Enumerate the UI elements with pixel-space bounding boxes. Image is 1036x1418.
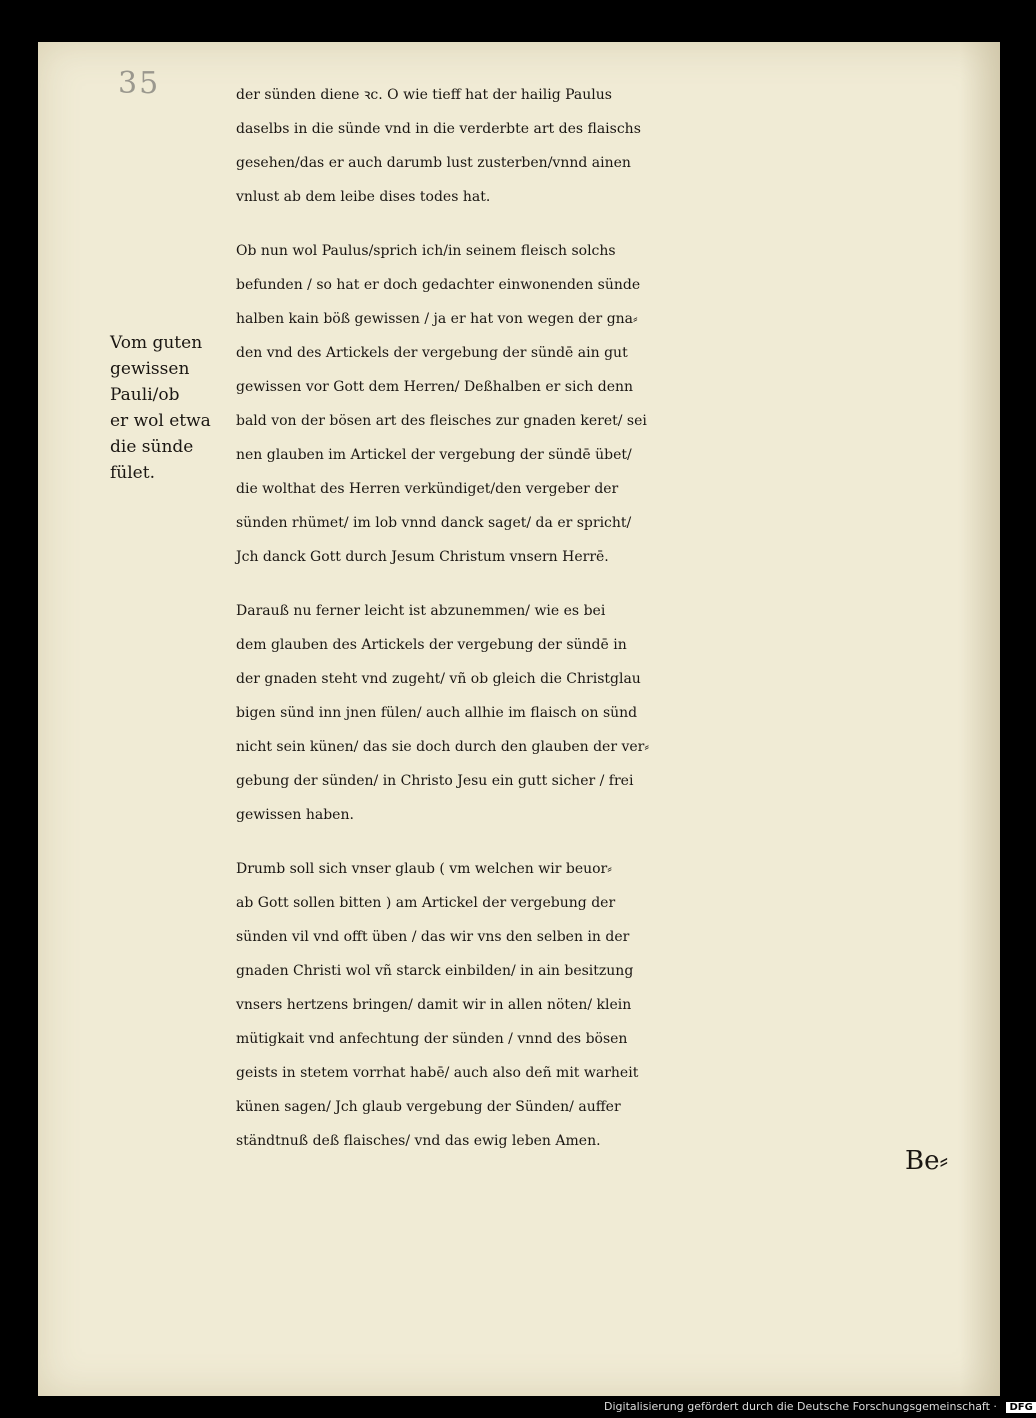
text-line: Darauß nu ferner leicht ist abzunemmen/ wie es bei <box>236 603 606 619</box>
marginal-note-line: Vom guten <box>110 333 203 353</box>
text-line: vnlust ab dem leibe dises todes hat. <box>236 189 491 205</box>
folio-number: 35 <box>118 66 161 101</box>
text-line: sünden rhümet/ im lob vnnd danck saget/ da er spricht/ <box>236 515 632 531</box>
text-line: gebung der sünden/ in Christo Jesu ein gutt sicher / frei <box>236 773 634 789</box>
text-line: Jch danck Gott durch Jesum Christum vnsern Herrē. <box>236 549 609 565</box>
text-line: Drumb soll sich vnser glaub ( vm welchen wir beuor⸗ <box>236 861 612 877</box>
catchword: Be⸗ <box>905 1146 949 1176</box>
marginal-note-line: die sünde <box>110 437 194 457</box>
text-line: gewissen haben. <box>236 807 354 823</box>
text-line: gnaden Christi wol vñ starck einbilden/ in ain besitzung <box>236 963 634 979</box>
text-line: die wolthat des Herren verkündiget/den vergeber der <box>236 481 619 497</box>
page-edge-shadow <box>960 42 1000 1396</box>
text-line: sünden vil vnd offt üben / das wir vns den selben in der <box>236 929 630 945</box>
text-line: Ob nun wol Paulus/sprich ich/in seinem fleisch solchs <box>236 243 616 259</box>
text-line: nen glauben im Artickel der vergebung der sündē übet/ <box>236 447 632 463</box>
text-line: den vnd des Artickels der vergebung der sündē ain gut <box>236 345 628 361</box>
text-line: bald von der bösen art des fleisches zur gnaden keret/ sei <box>236 413 647 429</box>
text-line: halben kain böß gewissen / ja er hat von wegen der gna⸗ <box>236 311 638 327</box>
footer-text: Digitalisierung gefördert durch die Deutsche Forschungsgemeinschaft <box>604 1400 990 1413</box>
text-line: ab Gott sollen bitten ) am Artickel der vergebung der <box>236 895 616 911</box>
text-line: mütigkait vnd anfechtung der sünden / vnnd des bösen <box>236 1031 628 1047</box>
text-line: geists in stetem vorrhat habē/ auch also deñ mit warheit <box>236 1065 639 1081</box>
paragraph-gap <box>236 832 966 852</box>
text-line: künen sagen/ Jch glaub vergebung der Sünden/ auffer <box>236 1099 621 1115</box>
text-line: daselbs in die sünde vnd in die verderbte art des flaischs <box>236 121 641 137</box>
dfg-logo: DFG <box>1006 1402 1035 1413</box>
text-line: befunden / so hat er doch gedachter einwonenden sünde <box>236 277 641 293</box>
main-text-block <box>236 78 966 1158</box>
text-line: vnsers hertzens bringen/ damit wir in allen nöten/ klein <box>236 997 632 1013</box>
text-line: nicht sein künen/ das sie doch durch den glauben der ver⸗ <box>236 739 650 755</box>
marginal-note-line: er wol etwa <box>110 411 211 431</box>
text-line: der sünden diene ꝛc. O wie tieff hat der hailig Paulus <box>236 87 612 103</box>
text-line: gesehen/das er auch darumb lust zusterben/vnnd ainen <box>236 155 631 171</box>
paragraph-gap <box>236 574 966 594</box>
marginal-note-line: fület. <box>110 463 155 483</box>
paragraph-gap <box>236 214 966 234</box>
text-line: bigen sünd inn jnen fülen/ auch allhie im flaisch on sünd <box>236 705 638 721</box>
text-line: gewissen vor Gott dem Herren/ Deßhalben er sich denn <box>236 379 634 395</box>
digitization-footer: Digitalisierung gefördert durch die Deutsche Forschungsgemeinschaft · DFG <box>604 1400 1036 1413</box>
text-line: der gnaden steht vnd zugeht/ vñ ob gleich die Christglau <box>236 671 641 687</box>
text-line: dem glauben des Artickels der vergebung der sündē in <box>236 637 627 653</box>
marginal-note-line: gewissen <box>110 359 190 379</box>
marginal-note-line: Pauli/ob <box>110 385 180 405</box>
text-line: ständtnuß deß flaisches/ vnd das ewig leben Amen. <box>236 1133 601 1149</box>
marginal-note <box>110 330 234 486</box>
